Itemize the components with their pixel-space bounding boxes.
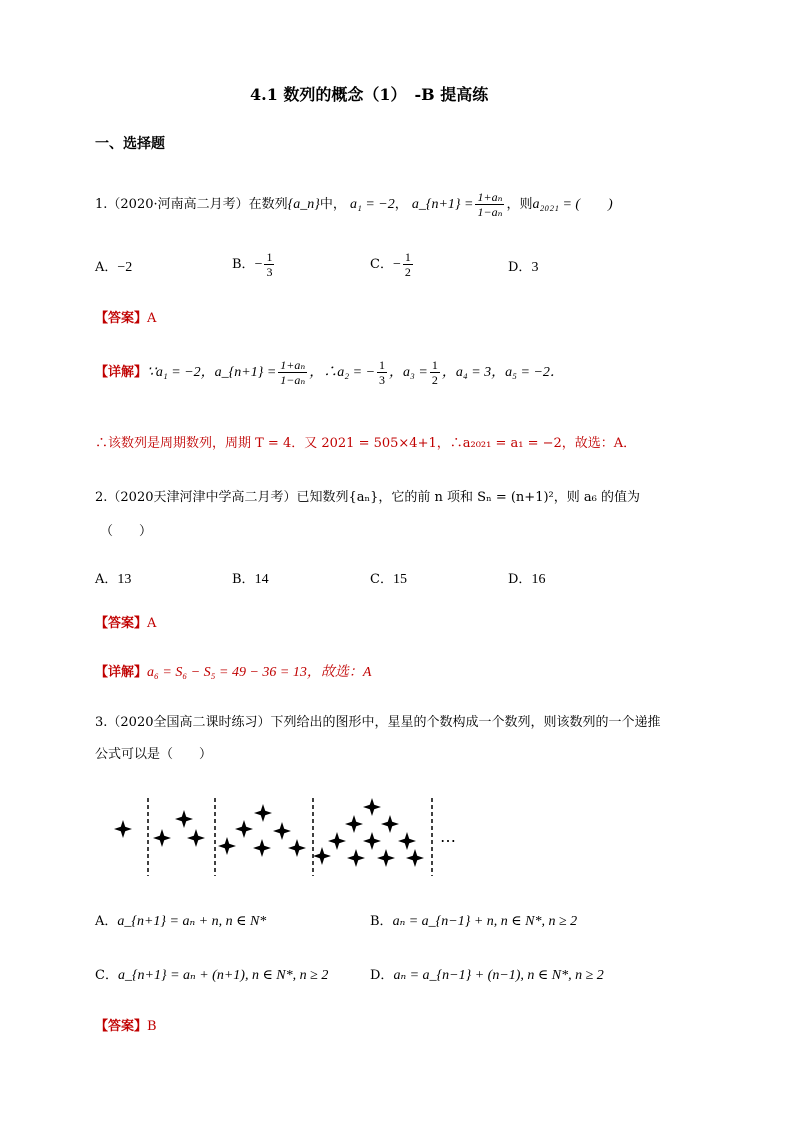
q1-option-c	[370, 250, 415, 279]
option-label: D．	[370, 968, 394, 983]
q2-detail	[95, 663, 371, 683]
detail-den: 1−aₙ	[280, 373, 306, 387]
star-icon	[328, 832, 346, 850]
option-value: 3	[531, 260, 539, 275]
q1-detail-line2: ∴该数列是周期数列，周期 T = 4．又 2021 = 505×4+1，∴a₂₀₂₁ = a₁ = −2，故选：A．	[95, 436, 637, 451]
q1-stem-suffix: ，则	[506, 197, 533, 212]
option-value: aₙ = a_{n−1} + (n−1), n ∈ N*, n ≥ 2	[393, 968, 604, 983]
detail-den: 2	[431, 373, 438, 387]
option-label: C．	[370, 572, 393, 587]
detail-part: ∵a₁ = −2，a_{n+1} =	[147, 365, 277, 380]
answer-tag: 【答案】	[95, 616, 148, 631]
option-den: 3	[266, 265, 273, 279]
q1-option-d	[508, 258, 538, 278]
section-heading: 一、选择题	[95, 136, 165, 152]
q1-target: a₂₀₂₁ = ( )	[532, 197, 613, 212]
star-icon	[345, 815, 363, 833]
answer-value: B	[147, 1019, 157, 1034]
option-value: aₙ = a_{n−1} + n, n ∈ N*, n ≥ 2	[392, 914, 578, 929]
star-icon	[363, 832, 381, 850]
option-label: A．	[95, 260, 118, 275]
detail-num: 1	[431, 358, 438, 372]
q1-option-b	[232, 250, 276, 279]
q3-option-c	[95, 966, 328, 986]
detail-num: 1+aₙ	[280, 358, 306, 372]
q1-rec-fraction	[475, 190, 504, 219]
q1-a1: a₁ = −2	[349, 197, 395, 212]
star-icon	[114, 820, 132, 838]
detail-tag: 【详解】	[95, 665, 148, 680]
star-icon	[235, 820, 253, 838]
detail-fraction	[377, 358, 387, 387]
star-icon	[253, 839, 271, 857]
q3-stem-line2: 公式可以是（ ）	[95, 747, 213, 762]
q1-rec-lhs: a_{n+1} =	[411, 197, 474, 212]
q3-star-figure	[100, 790, 480, 880]
q2-option-a	[95, 570, 131, 590]
option-den: 2	[404, 265, 411, 279]
option-label: C．	[370, 257, 393, 272]
option-label: B．	[232, 572, 255, 587]
answer-value: A	[147, 311, 157, 326]
page-title: 4.1 数列的概念（1） -B 提高练	[250, 85, 489, 104]
detail-part: ，a₄ = 3，a₅ = −2．	[441, 365, 564, 380]
option-label: C．	[95, 968, 118, 983]
star-icon	[398, 832, 416, 850]
detail-tag: 【详解】	[95, 365, 148, 380]
answer-value: A	[147, 616, 157, 631]
q1-answer	[95, 309, 156, 329]
star-group-1	[114, 820, 132, 838]
option-num: 1	[266, 250, 273, 264]
detail-num: 1	[379, 358, 386, 372]
q3-option-d	[370, 966, 604, 986]
star-icon	[254, 804, 272, 822]
answer-tag: 【答案】	[95, 311, 148, 326]
q1-stem: 1.（2020·河南高二月考）在数列{a_n}中， a₁ = −2， a_{n+1} = $\frac{\text{1+aₙ}}{\text{1−aₙ}}$ ，则a₂₀₂₁ = ( )	[95, 190, 613, 219]
option-fraction	[403, 250, 413, 279]
star-icon	[187, 829, 205, 847]
answer-tag: 【答案】	[95, 1019, 148, 1034]
detail-den: 3	[379, 373, 386, 387]
figure-ellipsis: …	[440, 827, 456, 846]
detail-fraction	[278, 358, 307, 387]
q2-option-b	[232, 570, 269, 590]
option-sign: −	[392, 257, 401, 272]
option-value: 15	[392, 572, 407, 587]
q1-stem-prefix: 1.（2020·河南高二月考）在数列	[95, 197, 288, 212]
star-icon	[153, 829, 171, 847]
detail-fraction	[430, 358, 440, 387]
option-label: D．	[508, 260, 532, 275]
detail-part: ，∴a₂ = −	[309, 365, 376, 380]
q1-stem-seq: {a_n}	[287, 197, 320, 212]
detail-text: a₆ = S₆ − S₅ = 49 − 36 = 13，故选：A	[147, 665, 372, 680]
star-icon	[273, 822, 291, 840]
option-value: 14	[254, 572, 269, 587]
q1-detail	[95, 358, 564, 387]
option-label: B．	[232, 257, 255, 272]
star-icon	[175, 810, 193, 828]
q2-stem-blank: （ ）	[100, 524, 153, 539]
option-num: 1	[404, 250, 411, 264]
q1-stem-mid: 中，	[319, 197, 346, 212]
q3-option-b	[370, 912, 577, 932]
q3-option-a	[95, 912, 266, 932]
star-icon	[313, 847, 331, 865]
star-group-4	[313, 798, 424, 867]
option-fraction	[264, 250, 274, 279]
star-group-2	[153, 810, 205, 847]
star-icon	[288, 839, 306, 857]
q1-option-a	[95, 258, 132, 278]
option-label: A．	[95, 914, 118, 929]
q2-option-c	[370, 570, 407, 590]
q2-stem: 2.（2020天津河津中学高二月考）已知数列{aₙ}，它的前 n 项和 Sₙ = (n+1)²，则 a₆ 的值为	[95, 490, 640, 505]
option-value: a_{n+1} = aₙ + n, n ∈ N*	[117, 914, 267, 929]
star-icon	[363, 798, 381, 816]
q3-stem: 3.（2020全国高二课时练习）下列给出的图形中，星星的个数构成一个数列，则该数列的一个递推	[95, 715, 661, 730]
option-value: −2	[117, 260, 133, 275]
option-value: 13	[117, 572, 132, 587]
star-icon	[377, 849, 395, 867]
q3-answer	[95, 1017, 157, 1037]
option-sign: −	[254, 257, 263, 272]
star-icon	[218, 837, 236, 855]
star-icon	[381, 815, 399, 833]
option-value: a_{n+1} = aₙ + (n+1), n ∈ N*, n ≥ 2	[117, 968, 329, 983]
q2-option-d	[508, 570, 545, 590]
option-value: 16	[531, 572, 546, 587]
option-label: B．	[370, 914, 393, 929]
detail-part: ，a₃ =	[389, 365, 428, 380]
q1-rec-num: 1+aₙ	[477, 190, 503, 204]
star-icon	[347, 849, 365, 867]
star-group-3	[218, 804, 306, 857]
q2-answer	[95, 614, 156, 634]
star-icon	[406, 849, 424, 867]
option-label: D．	[508, 572, 532, 587]
option-label: A．	[95, 572, 118, 587]
q1-rec-den: 1−aₙ	[477, 205, 503, 219]
